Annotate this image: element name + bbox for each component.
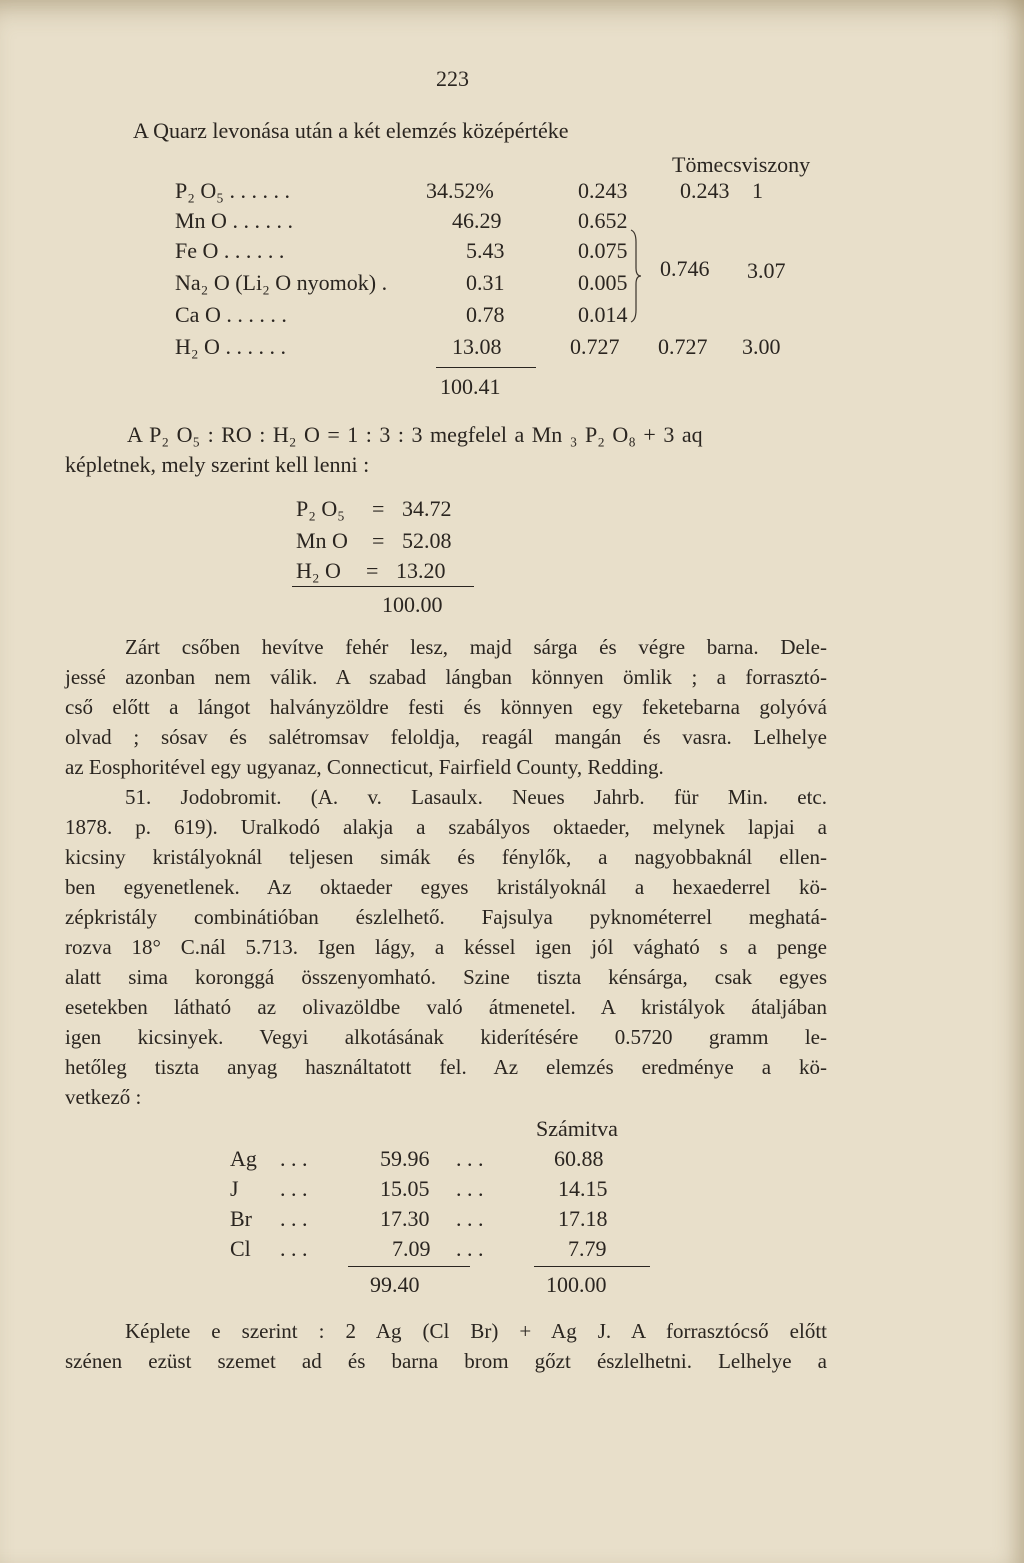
formula-row-name: H₂ O bbox=[296, 558, 341, 583]
closing-paragraph bbox=[65, 1316, 827, 1376]
table-row-percent: 13.08 bbox=[452, 334, 502, 359]
paragraph-line: 51. Jodobromit. (A. v. Lasaulx. Neues Jahrb. für Min. etc. bbox=[125, 785, 827, 809]
table-row-percent: 5.43 bbox=[466, 238, 505, 263]
body-paragraph bbox=[65, 632, 827, 1112]
grouping-brace bbox=[628, 226, 644, 326]
element-row-dots: . . . bbox=[456, 1176, 484, 1201]
ratio-sentence-line2: képletnek, mely szerint kell lenni : bbox=[65, 452, 370, 477]
found-total: 99.40 bbox=[370, 1272, 420, 1297]
ratio-header: Tömecsviszony bbox=[672, 152, 811, 177]
table-row-formula: Fe O . . . . . . bbox=[175, 238, 285, 263]
element-row-dots: . . . bbox=[456, 1146, 484, 1171]
paragraph-line: esetekben látható az olivazöldbe való átmenetel. A kristályok átaljában bbox=[65, 995, 827, 1019]
table-row-formula: P₂ O₅ . . . . . . bbox=[175, 178, 290, 203]
calc-total: 100.00 bbox=[546, 1272, 607, 1297]
table-row-ratio: 1 bbox=[752, 178, 763, 203]
element-row-symbol: Cl bbox=[230, 1236, 251, 1261]
sum-rule bbox=[436, 367, 536, 368]
formula-row-value: 13.20 bbox=[396, 558, 446, 583]
paragraph-line: Zárt csőben hevítve fehér lesz, majd sárga és végre barna. Dele- bbox=[125, 635, 827, 659]
formula-row-eq: = bbox=[372, 496, 385, 521]
formula-total: 100.00 bbox=[382, 592, 443, 617]
paragraph-line: az Eosphoritével egy ugyanaz, Connecticut, Fairfield County, Redding. bbox=[65, 755, 664, 779]
calc-header: Számitva bbox=[536, 1116, 618, 1141]
paragraph-line: ben egyenetlenek. Az oktaeder egyes kristályoknál a hexaederrel kö- bbox=[65, 875, 827, 899]
table-row-formula: H₂ O . . . . . . bbox=[175, 334, 286, 359]
table-row-mol: 0.652 bbox=[578, 208, 628, 233]
table-row-mol: 0.005 bbox=[578, 270, 628, 295]
element-row-symbol: Ag bbox=[230, 1146, 257, 1171]
table-row-ratio: 3.00 bbox=[742, 334, 781, 359]
table-row-mol: 0.243 bbox=[578, 178, 628, 203]
table-row-formula: Ca O . . . . . . bbox=[175, 302, 287, 327]
paragraph-line: igen kicsinyek. Vegyi alkotásának kiderítésére 0.5720 gramm le- bbox=[65, 1025, 827, 1049]
formula-row-name: P₂ O₅ bbox=[296, 496, 345, 521]
table-row-percent: 0.31 bbox=[466, 270, 505, 295]
table-row-mol: 0.014 bbox=[578, 302, 628, 327]
intro-line: A Quarz levonása után a két elemzés középértéke bbox=[133, 118, 569, 143]
table-row-percent: 0.78 bbox=[466, 302, 505, 327]
paragraph-line: zépkristály combinátióban észlelhető. Fajsulya pyknométerrel meghatá- bbox=[65, 905, 827, 929]
formula-row-value: 52.08 bbox=[402, 528, 452, 553]
page-number: 223 bbox=[436, 66, 469, 91]
table-row-formula: Mn O . . . . . . bbox=[175, 208, 293, 233]
paragraph-line: hetőleg tiszta anyag használtatott fel. Az elemzés eredménye a kö- bbox=[65, 1055, 827, 1079]
closing-line: szénen ezüst szemet ad és barna brom gőzt észlelhetni. Lelhelye a bbox=[65, 1349, 827, 1373]
formula-row-eq: = bbox=[372, 528, 385, 553]
formula-row-eq: = bbox=[366, 558, 379, 583]
group-ratio: 3.07 bbox=[747, 258, 786, 283]
table-row-sum: 0.727 bbox=[658, 334, 708, 359]
formula-row-name: Mn O bbox=[296, 528, 348, 553]
paragraph-line: jessé azonban nem válik. A szabad lángban könnyen ömlik ; a forrasztó- bbox=[65, 665, 827, 689]
table-row-formula: Na₂ O (Li₂ O nyomok) . bbox=[175, 270, 388, 295]
element-row-found: 17.30 bbox=[380, 1206, 430, 1231]
formula-row-value: 34.72 bbox=[402, 496, 452, 521]
paragraph-line: kicsiny kristályoknál teljesen simák és fénylők, a nagyobbaknál ellen- bbox=[65, 845, 827, 869]
element-row-symbol: J bbox=[230, 1176, 239, 1201]
paragraph-line: rozva 18° C.nál 5.713. Igen lágy, a késsel igen jól vágható s a penge bbox=[65, 935, 827, 959]
table-row-mol: 0.727 bbox=[570, 334, 620, 359]
paragraph-line: vetkező : bbox=[65, 1085, 142, 1109]
element-row-dots: . . . bbox=[456, 1236, 484, 1261]
paragraph-line: alatt sima koronggá összenyomható. Szine tiszta kénsárga, csak egyes bbox=[65, 965, 827, 989]
element-row-dots: . . . bbox=[456, 1206, 484, 1231]
table-row-sum: 0.243 bbox=[680, 178, 730, 203]
ratio-sentence-line1: A P₂ O₅ : RO : H₂ O = 1 : 3 : 3 megfelel a Mn ₃ P₂ O₈ + 3 aq bbox=[127, 422, 703, 447]
table-row-percent: 34.52% bbox=[426, 178, 494, 203]
element-row-calc: 60.88 bbox=[554, 1146, 604, 1171]
element-row-calc: 14.15 bbox=[558, 1176, 608, 1201]
closing-line: Képlete e szerint : 2 Ag (Cl Br) + Ag J. A forrasztócső előtt bbox=[125, 1319, 827, 1343]
element-row-found: 15.05 bbox=[380, 1176, 430, 1201]
element-row-dots: . . . bbox=[280, 1146, 308, 1171]
element-row-dots: . . . bbox=[280, 1176, 308, 1201]
table-row-percent: 46.29 bbox=[452, 208, 502, 233]
element-row-symbol: Br bbox=[230, 1206, 252, 1231]
element-row-dots: . . . bbox=[280, 1206, 308, 1231]
paragraph-line: 1878. p. 619). Uralkodó alakja a szabályos oktaeder, melynek lapjai a bbox=[65, 815, 827, 839]
found-sum-rule bbox=[348, 1266, 470, 1267]
group-sum: 0.746 bbox=[660, 256, 710, 281]
element-row-found: 7.09 bbox=[392, 1236, 431, 1261]
formula-sum-rule bbox=[292, 586, 474, 587]
element-row-dots: . . . bbox=[280, 1236, 308, 1261]
element-row-calc: 17.18 bbox=[558, 1206, 608, 1231]
element-row-calc: 7.79 bbox=[568, 1236, 607, 1261]
table-row-mol: 0.075 bbox=[578, 238, 628, 263]
paragraph-line: olvad ; sósav és salétromsav feloldja, reagál mangán és vasra. Lelhelye bbox=[65, 725, 827, 749]
element-row-found: 59.96 bbox=[380, 1146, 430, 1171]
paragraph-line: cső előtt a lángot halványzöldre festi és könnyen egy feketebarna golyóvá bbox=[65, 695, 827, 719]
analysis-total: 100.41 bbox=[440, 374, 501, 399]
calc-sum-rule bbox=[534, 1266, 650, 1267]
